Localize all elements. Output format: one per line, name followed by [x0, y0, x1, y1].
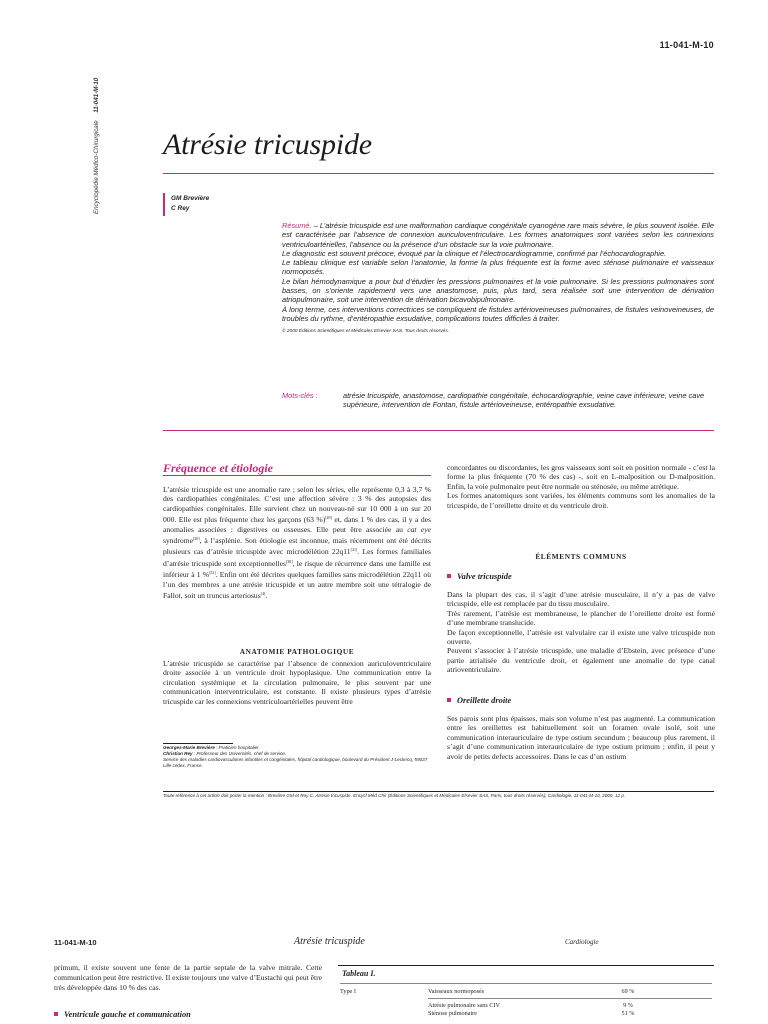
author-1: GM Brevière — [171, 195, 210, 202]
table-row: Sténose pulmonaire 51 % — [428, 1010, 635, 1017]
side-journal-label — [93, 78, 100, 214]
section-rule — [163, 475, 431, 476]
valve-tricuspide-heading: Valve tricuspide — [447, 572, 512, 581]
abstract-label: Résumé. — [282, 221, 312, 230]
author-footnote: Georges-Marie Brevière : Praticien hospitalier. Christian Rey : Professeur des Universités, chef de service. Service des maladies cardiovasculaires infantiles et congénitales, hôpital cardiologique, boulevard du Président J-Leclercq, 59037 Lille cedex, France. — [163, 745, 428, 768]
ventricule-gauche-heading: Ventricule gauche et communication — [54, 1010, 191, 1019]
title-rule — [163, 173, 714, 174]
section-title-frequence: Fréquence et étiologie — [163, 461, 273, 475]
page2-text: primum, il existe souvent une fente de la partie septale de la valve mitrale. Cette communication peut être restrictive. Il existe toujours une valve d’Eustachi qui peut être très développée dans 10 % des cas. — [54, 963, 323, 992]
keywords-text: atrésie tricuspide, anastomose, cardiopathie congénitale, échocardiographie, veine cave inférieure, veine cave supérieure, intervention de Fontan, fistule artérioveineuse, entéropathie exsudative. — [343, 391, 705, 410]
page2-title: Atrésie tricuspide — [294, 936, 365, 947]
right-column-intro — [447, 463, 715, 510]
abstract — [282, 221, 714, 337]
side-journal-ref: 11-041-M-10 — [93, 77, 100, 113]
author-2: C Rey — [171, 205, 190, 212]
table-caption: Tableau I. — [342, 969, 376, 978]
table-row: Type I Vaisseaux normoposés 69 % — [340, 988, 635, 995]
citation-rule — [163, 791, 714, 792]
table-rule — [428, 998, 712, 999]
left-column-text — [163, 485, 431, 600]
right-p2: Les formes anatomiques sont variées, les éléments communs sont les anomalies de la tricuspide, de l’oreillette droite et du ventricule droit. — [447, 491, 715, 510]
citation-line: Toute référence à cet article doit porter la mention : Brevière GM et Rey C. Atrésie tricuspide. Encycl Méd Chir (Éditions Scientifiques et Médicales Elsevier SAS, Paris, tous droits réservés), Cardiologie, 11-041-M-10, 2000, 12 p. — [163, 793, 626, 798]
right-p1: concordantes ou discordantes, les gros vaisseaux sont soit en position normale - c’est la forme la plus fréquente (70 % des cas) -, soit en L-malposition ou D-malposition. Enfin, la voie pulmonaire peut être normale ou sténosée, ou même atrétique. — [447, 463, 715, 491]
footnote-rule — [163, 743, 233, 744]
oreillette-text: Ses parois sont plus épaisses, mais son volume n’est pas augmenté. La communication entre les oreillettes est habituellement soit un foramen ovale isolé, soit une communication interauriculaire de type ostium secundum ; beaucoup plus rarement, il s’agit d’une communication interauriculaire de type ostium primum ; enfin, il peut y avoir de petits defects accessoires. Dans le cas d’un ostium — [447, 714, 715, 761]
keywords-label: Mots-clés : — [282, 391, 318, 400]
article-title: Atrésie tricuspide — [163, 128, 372, 161]
keywords — [282, 391, 714, 410]
page2-section: Cardiologie — [565, 938, 599, 946]
elements-communs-title: ÉLÉMENTS COMMUNS — [535, 552, 627, 561]
anatomie-title: ANATOMIE PATHOLOGIQUE — [239, 647, 355, 656]
article-reference: 11-041-M-10 — [659, 40, 714, 50]
authors — [171, 194, 209, 214]
abstract-copyright: © 2000 Éditions Scientifiques et Médicales Elsevier SAS. Tous droits réservés. — [282, 329, 450, 335]
page2-reference: 11-041-M-10 — [54, 938, 97, 947]
abstract-p2: Le diagnostic est souvent précoce, évoqué par la clinique et l’électrocardiogramme, confirmé par l’échocardiographie. — [282, 248, 667, 258]
square-bullet-icon — [54, 1012, 58, 1016]
oreillette-droite-heading: Oreillette droite — [447, 696, 511, 705]
side-journal-name: Encyclopédie Médico-Chirurgicale — [93, 120, 100, 214]
frequence-paragraph: L’atrésie tricuspide est une anomalie rare ; selon les séries, elle représente 0,3 à 3,7 % des cardiopathies congénitales. C’est une affection sévère : 3 % des autopsies des cardiopathies congénitales. Elle survient chez un nouveau-né sur 10 000 à un sur 20 000. Elle est plus fréquente chez les garçons (63 %)[49] et, dans 1 % des cas, il y a des anomalies associées : digestives ou osseuses. Elle peut être associée au cat eye syndrome[20], à l’asplénie. Son étiologie est inconnue, mais récemment ont été décrits plusieurs cas d’atrésie tricuspide avec microdélétion 22q11[41]. Les formes familiales d’atrésie tricuspide sont exceptionnelles[38], le risque de récurrence dans une famille est inférieur à 1 %[52]. Enfin ont été décrites quelques familles sans microdélétion 22q11 où l’un des membres a une atrésie tricuspide et un autre membre soit une tétralogie de Fallot, soit un truncus arteriosus[4]. — [163, 485, 431, 601]
abstract-p4: Le bilan hémodynamique a pour but d’étudier les pressions pulmonaires et la voie pulmonaire. Si les pressions pulmonaires sont basses, on s’oriente rapidement vers une anastomose, puis, plus tard, sera réalisée soit une intervention de dérivation atriopulmonaire, soit une intervention de dérivation bicavobipulmonaire. — [282, 276, 714, 305]
table-rule — [340, 983, 712, 984]
square-bullet-icon — [447, 698, 451, 702]
abstract-p5: À long terme, ces interventions correctrices se compliquent de fistules artérioveineuses pulmonaires, de fistules veinoveineuses, de troubles du rythme, d’entéropathie exsudative, complications toutes difficiles à traiter. — [282, 304, 714, 323]
abstract-p3: Le tableau clinique est variable selon l’anatomie, la forme la plus fréquente est la forme avec sténose pulmonaire et vaisseaux normoposés. — [282, 258, 714, 277]
abstract-rule — [163, 430, 714, 431]
author-bar — [163, 193, 165, 216]
square-bullet-icon — [447, 574, 451, 578]
table-row: Atrésie pulmonaire sans CIV 9 % — [428, 1002, 633, 1009]
valve-text: Dans la plupart des cas, il s’agit d’une atrésie musculaire, il n’y a pas de valve tricuspide, elle est remplacée par du tissu musculaire. Très rarement, l’atrésie est membraneuse, le plancher de l’oreillette droite est formé d’une membrane translucide. De façon exceptionnelle, l’atrésie est valvulaire car il existe une valve tricuspide non ouverte. Peuvent s’associer à l’atrésie tricuspide, une maladie d’Ebstein, avec présence d’une partie atrialisée du ventricule droit, et également une anomalie de type canal atrioventriculaire. — [447, 590, 715, 675]
anatomie-text: L’atrésie tricuspide se caractérise par l’absence de connexion auriculoventriculaire droite associée à un ventricule droit hypoplasique. Une communication entre la circulation systémique et la circulation pulmonaire, le plus souvent par une communication interventriculaire, est constante. Il existe plusieurs types d’atrésie tricuspide car les connexions ventriculoartérielles peuvent être — [163, 659, 431, 706]
abstract-p1: Résumé. – L’atrésie tricuspide est une malformation cardiaque congénitale cyanogène rare mais sévère, le plus souvent isolée. Elle est caractérisée par l’absence de connexion auriculoventriculaire. Les formes anatomiques sont variées selon les connexions ventriculoartérielles, l’absence ou la présence d’un obstacle sur la voie pulmonaire. — [282, 221, 714, 249]
